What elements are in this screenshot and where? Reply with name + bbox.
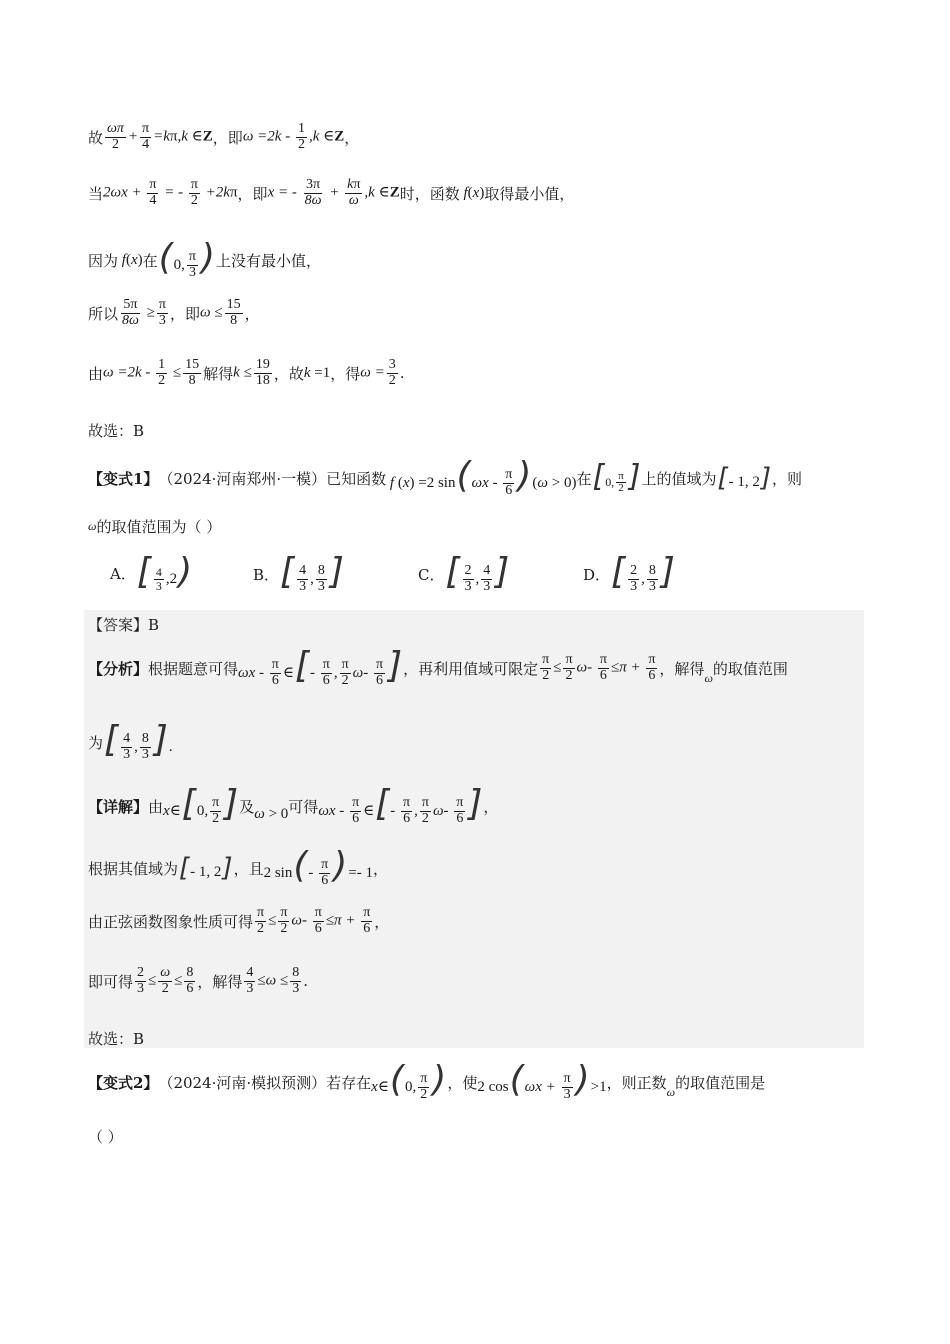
detail-line-4: 即可得 $\frac{2}{3}$ ≤ $\frac{\omega}{2}$ ≤ $\frac{8}{6}$ ，解得 $\frac{4}{3}$ ≤ω ≤ $\frac{8}{3}$ . <box>88 965 308 996</box>
option-c[interactable]: C． [ $\frac{2}{3}$ , $\frac{4}{3}$ ] <box>418 551 510 595</box>
variant1-stem: 【变式1】 （2024·河南郑州·一模）已知函数 f (x) =2 sin(ωx - $\frac{\pi}{6}$ )(ω > 0) 在 [0, $\frac{\pi}{2}$ ] 上的值域为 [- 1, 2] ，则 <box>88 455 803 499</box>
analysis-line-2: 为 [ $\frac{4}{3}$ , $\frac{8}{3}$ ]. <box>88 719 173 763</box>
line-4: 所以 $\frac{5\pi}{8\omega}$ ≥ $\frac{\pi}{3}$ ，即 ω ≤ $\frac{15}{8}$ ， <box>88 297 260 328</box>
analysis-line: 【分析】 根据题意可得 ωx - $\frac{\pi}{6}$ ∈[- $\frac{\pi}{6}$ , $\frac{\pi}{2}$ ω- $\frac{\pi}{6}$ ] ，再利用值域可限定 $\frac{\pi}{2}$ ≤ $\frac{\pi}{2}$ ω- $\frac{\pi}{6}$ ≤π + $\frac{\pi}{6}$ ，解得 ω 的取值范围 <box>88 645 788 689</box>
line-3: 因为 f(x) 在 (0, $\frac{\pi}{3}$ ) 上没有最小值， <box>88 237 322 281</box>
variant2-stem: 【变式2】 （2024·河南·模拟预测）若存在 x∈(0, $\frac{\pi}{2}$ ) ，使 2 cos(ωx + $\frac{\pi}{3}$ )>1 ，则正数 ω 的取值范围是 <box>88 1059 766 1103</box>
variant1-stem-2: ω 的取值范围为（ ） <box>88 518 222 536</box>
option-b[interactable]: B． [ $\frac{4}{3}$ , $\frac{8}{3}$ ] <box>253 551 344 595</box>
detail-line-3: 由正弦函数图象性质可得 $\frac{\pi}{2}$ ≤ $\frac{\pi}{2}$ ω- $\frac{\pi}{6}$ ≤π + $\frac{\pi}{6}$ ， <box>88 905 390 936</box>
option-a[interactable]: A． [ $\frac{4}{3}$ ,2) <box>110 551 193 594</box>
line-2: 当 2ωx + $\frac{\pi}{4}$ = - $\frac{\pi}{2}$ +2kπ ，即 x = - $\frac{3\pi}{8\omega}$ + $\frac{k\pi}{\omega}$ ,k ∈Z 时，函数 f(x) 取得最小值， <box>88 177 575 208</box>
detail-choice: 故选：B <box>88 1030 145 1048</box>
line-1: 故 $\frac{\omega\pi}{2}$ + $\frac{\pi}{4}$ =kπ,k ∈Z ，即 ω =2k - $\frac{1}{2}$ ,k ∈Z ， <box>88 121 360 152</box>
answer-line: 【答案】B <box>88 616 160 634</box>
option-d[interactable]: D． [ $\frac{2}{3}$ , $\frac{8}{3}$ ] <box>583 551 675 595</box>
detail-line-2: 根据其值域为 [- 1, 2] ，且 2 sin(- $\frac{\pi}{6}$ )=- 1 ， <box>88 845 389 889</box>
line-5: 由 ω =2k - $\frac{1}{2}$ ≤ $\frac{15}{8}$ 解得 k ≤ $\frac{19}{18}$ ，故 k =1 ，得 ω = $\frac{3}{2}$ . <box>88 357 405 388</box>
line-6: 故选：B <box>88 422 145 440</box>
math-expr: $\frac{\omega\pi}{2}$ + $\frac{\pi}{4}$ =kπ,k ∈Z <box>107 121 213 152</box>
variant2-stem-2: （ ） <box>88 1128 123 1146</box>
detail-line: 【详解】 由 x∈[0, $\frac{\pi}{2}$ ] 及 ω > 0 可得 ωx - $\frac{\pi}{6}$ ∈[- $\frac{\pi}{6}$ , $\frac{\pi}{2}$ ω- $\frac{\pi}{6}$ ] ， <box>88 783 499 827</box>
